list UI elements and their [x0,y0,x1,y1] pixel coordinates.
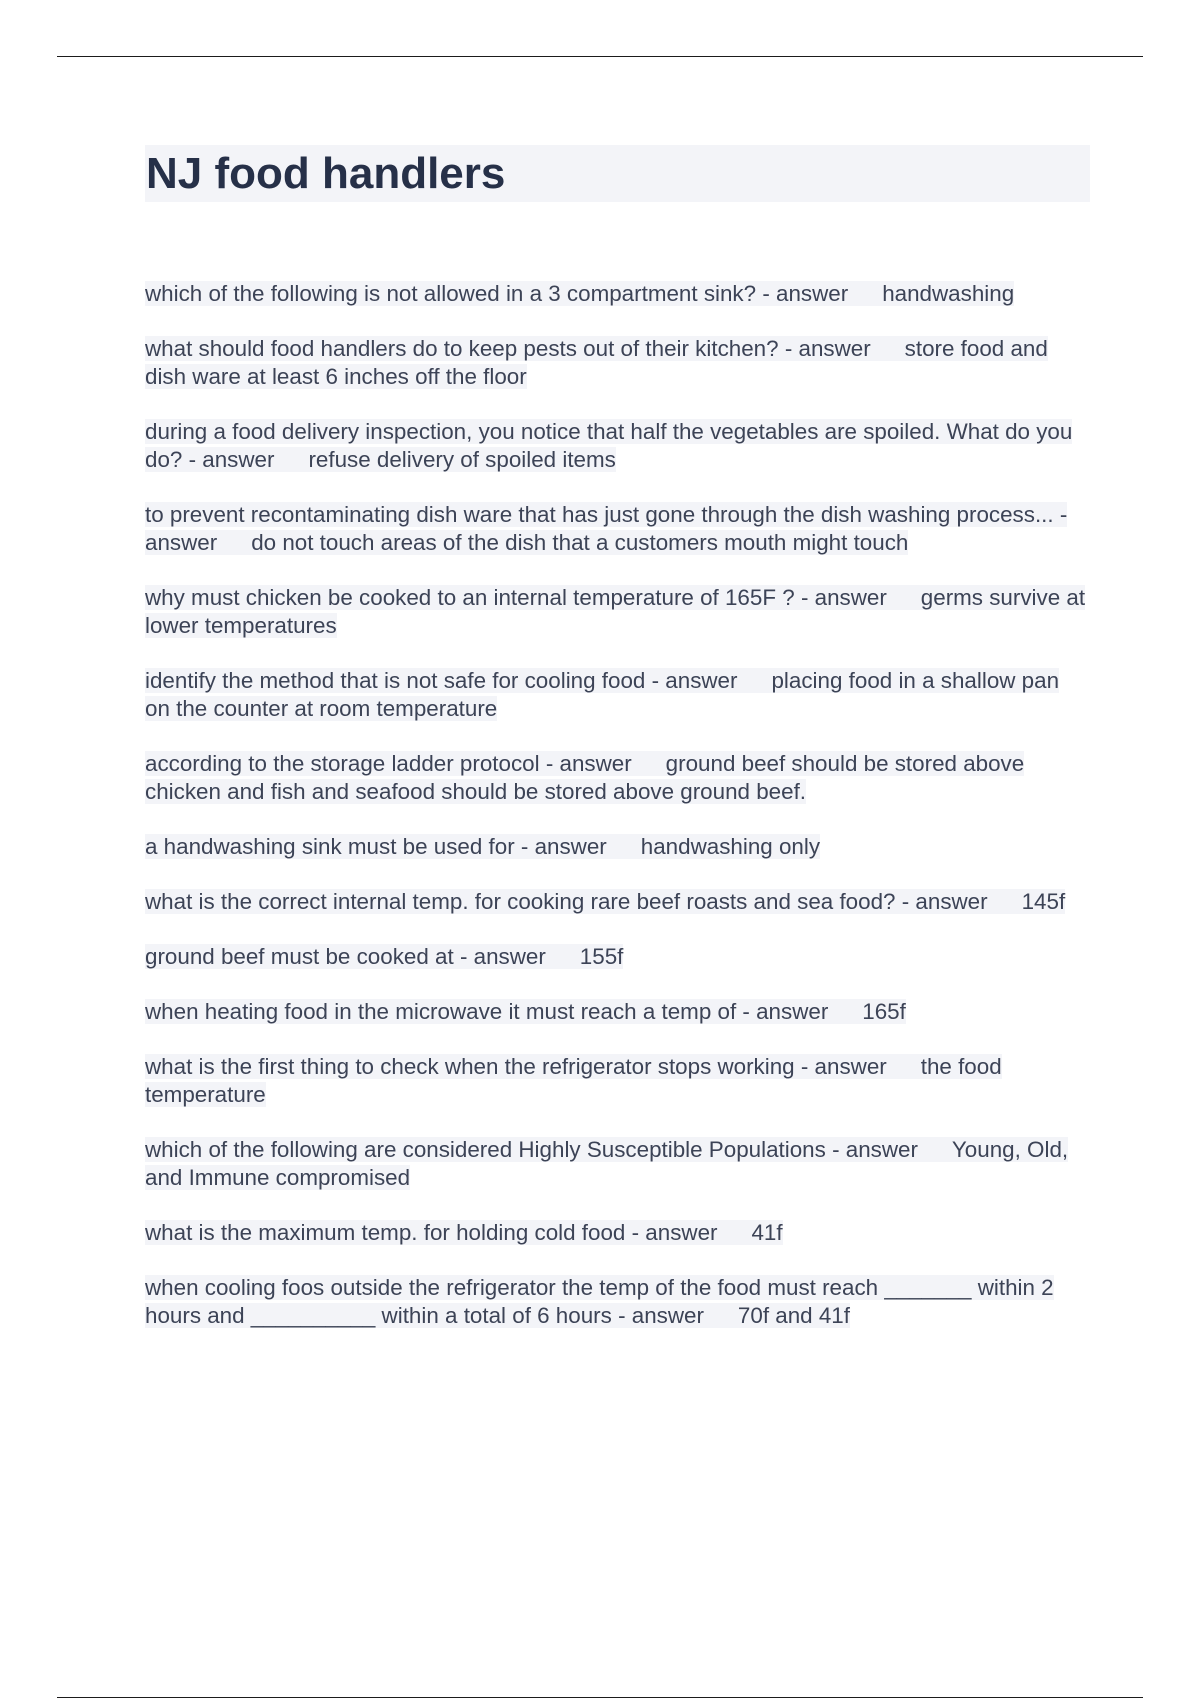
question-text: identify the method that is not safe for cooling food [145,668,646,693]
question-text: why must chicken be cooked to an internal temperature of 165F ? [145,585,795,610]
question-text: what is the correct internal temp. for cooking rare beef roasts and sea food? [145,889,896,914]
question-text: when heating food in the microwave it must reach a temp of [145,999,737,1024]
qa-item [145,335,1090,391]
answer-text: refuse delivery of spoiled items [308,447,616,472]
qa-item [145,750,1090,806]
bottom-rule [57,1697,1143,1698]
answer-text: germs survive at lower temperatures [145,585,1086,638]
qa-item [145,1219,1090,1247]
answer-text: the food temperature [145,1054,1002,1107]
answer-text: 41f [751,1220,783,1245]
qa-item [145,1053,1090,1109]
question-text: which of the following is not allowed in a 3 compartment sink? [145,281,757,306]
top-rule [57,56,1143,57]
question-text: ground beef must be cooked at [145,944,454,969]
answer-text: 145f [1021,889,1066,914]
answer-text: 165f [862,999,906,1024]
answer-marker: - answer [631,1220,718,1245]
title-banner [145,145,1090,202]
answer-text: handwashing [882,281,1015,306]
qa-item [145,998,1090,1026]
answer-text: placing food in a shallow pan on the counter at room temperature [145,668,1060,721]
qa-item [145,501,1090,557]
qa-item [145,1274,1090,1330]
question-text: what is the first thing to check when the refrigerator stops working [145,1054,795,1079]
answer-marker: - answer [742,999,829,1024]
answer-text: 70f and 41f [737,1303,850,1328]
answer-marker: - answer [520,834,607,859]
answer-marker: - answer [618,1303,704,1328]
question-text: a handwashing sink must be used for [145,834,515,859]
qa-list [145,280,1090,1330]
qa-item [145,888,1090,916]
qa-item [145,667,1090,723]
answer-marker: - answer [832,1137,918,1162]
answer-marker: - answer [901,889,988,914]
question-text: when cooling foos outside the refrigerator the temp of the food must reach _______ within 2 hours and __________ within a total of 6 hours [145,1275,1054,1328]
question-text: to prevent recontaminating dish ware that has just gone through the dish washing process... [145,502,1054,527]
question-text: which of the following are considered Highly Susceptible Populations [145,1137,826,1162]
qa-item [145,1136,1090,1192]
answer-marker: - answer [145,502,1068,555]
answer-marker: - answer [800,585,887,610]
answer-marker: - answer [545,751,632,776]
answer-marker: - answer [459,944,546,969]
answer-text: Young, Old, and Immune compromised [145,1137,1069,1190]
answer-marker: - answer [784,336,871,361]
question-text: what is the maximum temp. for holding cold food [145,1220,626,1245]
qa-item [145,833,1090,861]
qa-item [145,584,1090,640]
answer-marker: - answer [188,447,275,472]
answer-text: store food and dish ware at least 6 inches off the floor [145,336,1048,389]
qa-item [145,418,1090,474]
answer-text: handwashing only [640,834,821,859]
answer-marker: - answer [762,281,849,306]
question-text: during a food delivery inspection, you notice that half the vegetables are spoiled. What do you do? [145,419,1073,472]
answer-marker: - answer [800,1054,887,1079]
document-body [145,145,1090,1357]
page-title: NJ food handlers [146,149,506,198]
answer-marker: - answer [651,668,738,693]
answer-text: do not touch areas of the dish that a customers mouth might touch [251,530,909,555]
qa-item [145,280,1090,308]
qa-item [145,943,1090,971]
answer-text: 155f [579,944,624,969]
question-text: according to the storage ladder protocol [145,751,540,776]
answer-text: ground beef should be stored above chicken and fish and seafood should be stored above ground beef. [145,751,1025,804]
question-text: what should food handlers do to keep pests out of their kitchen? [145,336,779,361]
